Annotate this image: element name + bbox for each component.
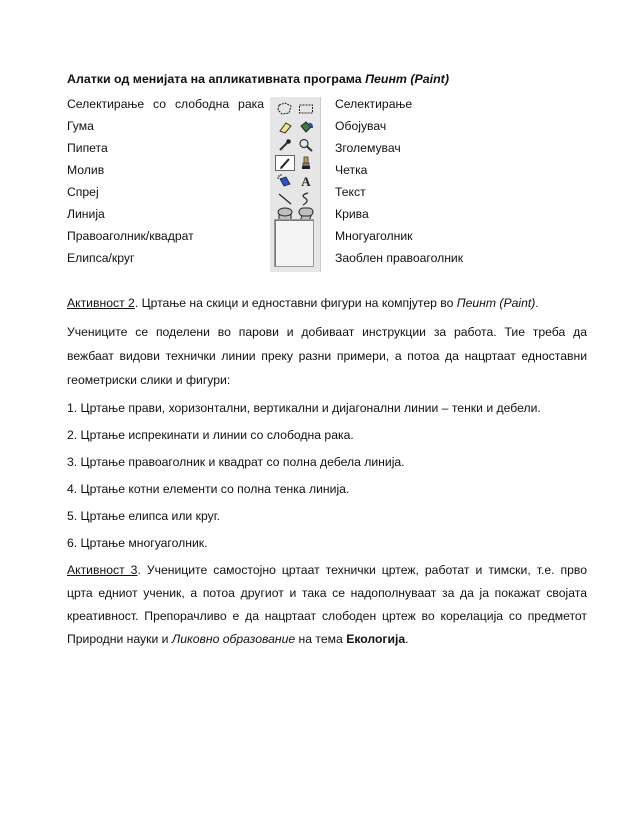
ellipse-icon: [275, 205, 295, 219]
fill-bucket-icon: [296, 119, 316, 135]
activity2-label: Активност 2: [67, 296, 135, 310]
tool-name-brush: Четка: [335, 163, 368, 177]
tool-name-eyedropper: Пипета: [67, 141, 108, 155]
tool-name-pencil: Молив: [67, 163, 105, 177]
task-item-2: 2. Цртање испрекинати и линии со слободна рака.: [67, 428, 354, 442]
eraser-icon: [275, 119, 295, 135]
tool-name-text: Текст: [335, 185, 366, 199]
task-item-6: 6. Цртање многуаголник.: [67, 536, 208, 550]
activity3-line4-a: Природни науки и: [67, 632, 172, 646]
airbrush-icon: [275, 173, 295, 189]
tool-name-rect-select: Селектирање: [335, 97, 413, 111]
activity2-heading: [67, 296, 539, 310]
free-select-icon: [275, 101, 295, 117]
intro-line-1: Учениците се поделени во парови и добиваат инструкции за работа. Тие треба да: [67, 325, 587, 339]
heading-text: Алатки од менијата на апликативната програма: [67, 72, 366, 86]
activity3-line-4: [67, 632, 409, 646]
tool-name-eraser: Гума: [67, 119, 94, 133]
rect-select-icon: [296, 101, 316, 117]
eyedropper-icon: [275, 137, 295, 153]
activity3-line-1: [67, 563, 587, 577]
tool-name-polygon: Многуаголник: [335, 229, 413, 243]
task-item-1: 1. Цртање прави, хоризонтални, вертикални и дијагонални линии – тенки и дебели.: [67, 401, 541, 415]
task-item-5: 5. Цртање елипса или круг.: [67, 509, 221, 523]
activity3-line4-end: .: [405, 632, 409, 646]
activity3-topic: Екологија: [346, 632, 406, 646]
activity2-app: Пеинт (Paint): [456, 296, 536, 310]
tool-options-box: [274, 219, 314, 267]
activity3-line-3: креативност. Препорачливо е да нацртаат слободен цртеж во корелација со предметот: [67, 609, 587, 623]
heading-app-name: Пеинт (Paint): [365, 72, 449, 86]
paint-toolbox: [270, 97, 321, 272]
intro-line-2: вежбаат видови технички линии преку разни примери, а потоа да нацртаат едноставни: [67, 349, 587, 363]
text-icon: [296, 173, 316, 189]
task-item-3: 3. Цртање правоаголник и квадрат со полна дебела линија.: [67, 455, 405, 469]
task-item-4: 4. Цртање котни елементи со полна тенка линија.: [67, 482, 350, 496]
activity3-line-2: црта едниот ученик, а потоа другиот и така се надополнуваат за да ја покажат својата: [67, 586, 587, 600]
activity2-text: . Цртање на скици и едноставни фигури на компјутер во: [134, 296, 457, 310]
activity3-line1-text: . Учениците самостојно цртаат технички цртеж, работат и тимски, т.е. прво: [137, 563, 588, 577]
magnifier-icon: [296, 137, 316, 153]
tool-name-ellipse: Елипса/круг: [67, 251, 135, 265]
tool-name-free-select: Селектирање со слободна рака: [67, 97, 264, 111]
tool-name-rounded-rect: Заоблен правоаголник: [335, 251, 464, 265]
intro-line-3: геометриски слики и фигури:: [67, 373, 231, 387]
rounded-rect-icon: [296, 205, 316, 219]
activity3-line4-b: на тема: [295, 632, 347, 646]
activity3-subject: Ликовно образование: [171, 632, 296, 646]
tool-name-fill: Обојувач: [335, 119, 387, 133]
tool-name-rectangle: Правоаголник/квадрат: [67, 229, 194, 243]
section-heading: [67, 72, 449, 86]
brush-icon: [296, 155, 316, 171]
pencil-icon: [275, 155, 295, 171]
tool-name-airbrush: Спреј: [67, 185, 99, 199]
tool-name-magnifier: Зголемувач: [335, 141, 401, 155]
svg-text:A: A: [301, 174, 311, 188]
tool-name-line: Линија: [67, 207, 105, 221]
activity2-end: .: [535, 296, 539, 310]
activity3-label: Активност 3: [67, 563, 138, 577]
tool-name-curve: Крива: [335, 207, 369, 221]
